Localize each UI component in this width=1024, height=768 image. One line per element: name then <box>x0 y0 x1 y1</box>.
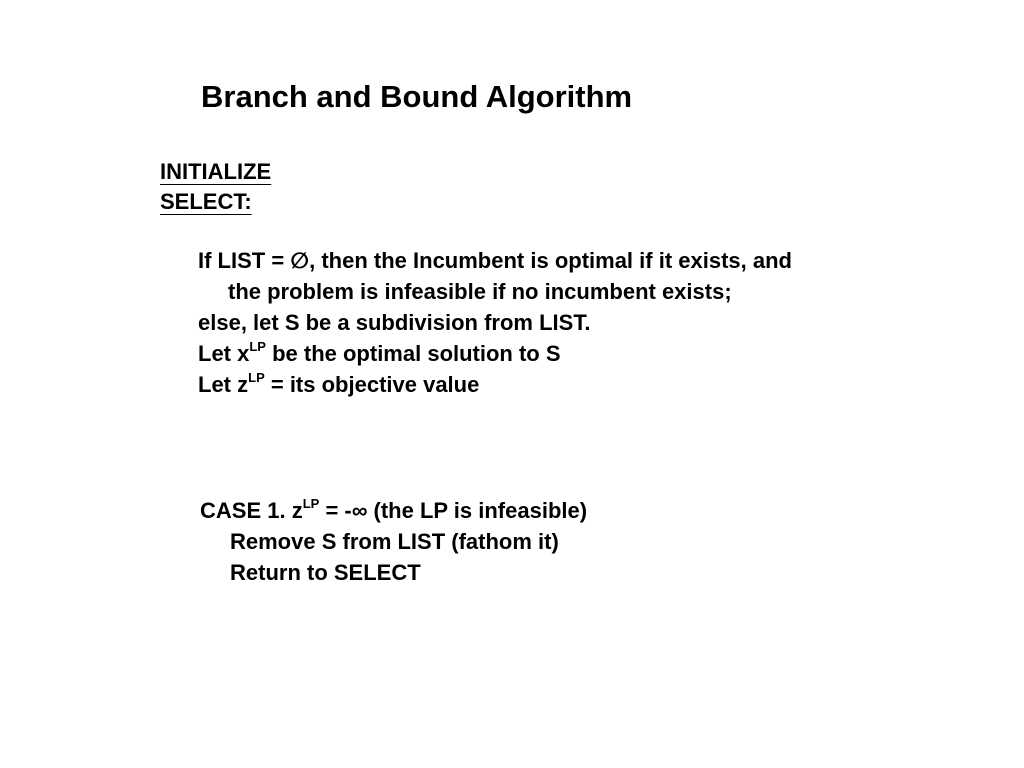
select-line-4-rest: be the optimal solution to S <box>265 341 561 366</box>
case-1-line-2: Remove S from LIST (fathom it) <box>230 529 559 554</box>
select-line-4 <box>198 338 792 369</box>
case-1-heading-rest: = -∞ (the LP is infeasible) <box>319 498 588 523</box>
case-1-heading <box>200 495 587 526</box>
case-1-line-3: Return to SELECT <box>230 560 421 585</box>
select-line-1: If LIST = ∅, then the Incumbent is optimal if it exists, and <box>198 248 792 273</box>
lp-superscript: LP <box>302 495 320 511</box>
heading-select: SELECT: <box>160 189 252 214</box>
heading-initialize: INITIALIZE <box>160 159 272 184</box>
select-line-5-rest: = its objective value <box>264 372 480 397</box>
select-step-block <box>198 245 792 400</box>
select-line-3: else, let S be a subdivision from LIST. <box>198 310 591 335</box>
select-line-2: the problem is infeasible if no incumbent exists; <box>228 279 732 304</box>
lp-superscript: LP <box>249 338 266 354</box>
case-1-block <box>200 495 587 588</box>
page-title: Branch and Bound Algorithm <box>201 79 633 114</box>
lp-superscript: LP <box>248 369 265 385</box>
select-line-5-text: Let z <box>198 372 249 397</box>
select-line-5 <box>198 369 792 400</box>
select-line-4-text: Let x <box>198 341 250 366</box>
case-1-heading-text: CASE 1. z <box>200 498 303 523</box>
